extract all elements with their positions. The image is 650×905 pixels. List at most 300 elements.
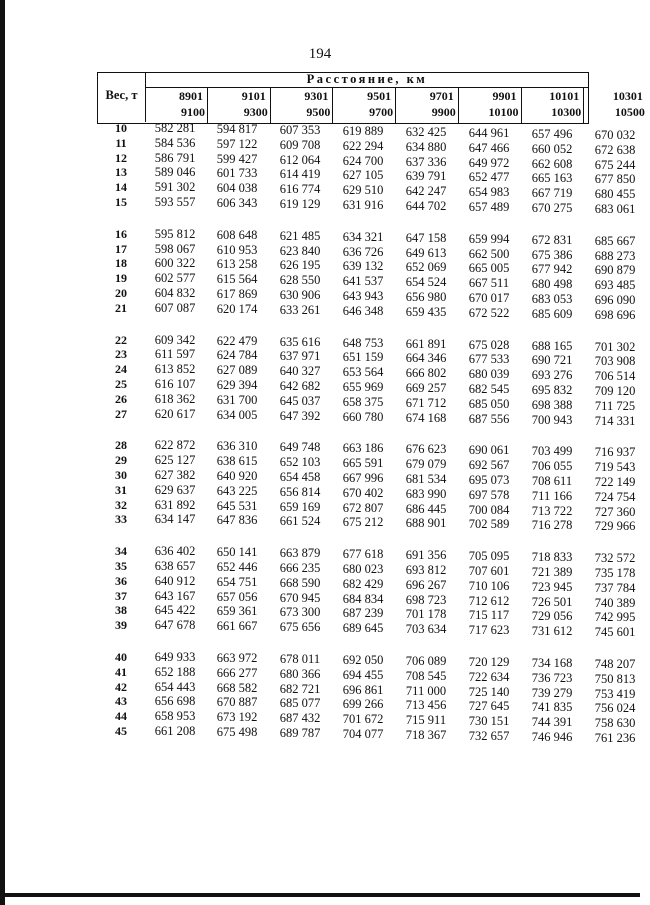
value-cell: 683 061 (594, 202, 636, 216)
value-cell: 739 279 (531, 685, 573, 700)
value-cell: 737 784 (594, 580, 636, 595)
weight-cell: 16 (115, 226, 127, 241)
value-cell: 663 972 (216, 651, 258, 665)
value-cell: 652 069 (405, 260, 447, 275)
value-cell: 688 901 (405, 516, 447, 531)
value-cell: 722 149 (594, 475, 636, 489)
value-cell: 662 500 (468, 246, 510, 261)
table-row (0, 693, 640, 716)
table-row (0, 723, 640, 745)
value-cell: 629 510 (342, 183, 384, 198)
value-cell: 586 791 (154, 150, 196, 165)
value-cell: 677 850 (594, 172, 636, 187)
value-cell: 661 667 (216, 619, 258, 634)
value-cell: 692 567 (468, 458, 510, 473)
value-cell: 701 672 (342, 712, 384, 727)
value-cell: 701 302 (594, 339, 636, 354)
value-cell: 703 634 (405, 622, 447, 637)
value-cell: 638 615 (216, 454, 258, 469)
weight-cell: 10 (115, 121, 127, 135)
value-cell: 717 623 (468, 623, 510, 638)
value-cell: 703 908 (594, 354, 636, 369)
value-cell: 715 117 (468, 608, 510, 623)
value-cell: 725 140 (468, 684, 510, 699)
value-cell: 599 427 (216, 151, 258, 166)
range-to: 9900 (431, 105, 456, 119)
value-cell: 695 073 (468, 473, 510, 487)
value-cell: 640 912 (154, 573, 196, 588)
value-cell: 604 038 (216, 181, 258, 196)
value-cell: 706 514 (594, 369, 636, 384)
weight-cell: 12 (115, 150, 127, 165)
value-cell: 624 784 (216, 348, 258, 363)
value-cell: 698 388 (531, 397, 573, 412)
weight-cell: 29 (115, 453, 127, 468)
value-cell: 614 419 (279, 167, 321, 182)
weight-cell: 33 (115, 512, 127, 527)
value-cell: 607 087 (154, 300, 196, 315)
value-cell: 748 207 (594, 657, 636, 671)
value-cell: 654 443 (154, 679, 196, 694)
value-cell: 688 165 (531, 338, 573, 353)
value-cell: 685 050 (468, 396, 510, 411)
value-cell: 661 524 (279, 514, 321, 529)
value-cell: 696 090 (594, 293, 636, 307)
table-row (0, 497, 640, 519)
value-cell: 665 591 (342, 456, 384, 471)
value-cell: 758 630 (594, 716, 636, 731)
weight-cell: 35 (115, 559, 127, 573)
value-cell: 681 534 (405, 472, 447, 486)
value-cell: 687 432 (279, 711, 321, 726)
value-cell: 620 174 (216, 301, 258, 316)
range-header (522, 87, 584, 123)
table-row (0, 602, 640, 625)
weight-cell: 38 (115, 603, 127, 618)
value-cell: 672 522 (468, 305, 510, 320)
value-cell: 663 879 (279, 546, 321, 561)
value-cell: 634 147 (154, 512, 196, 527)
value-cell: 690 879 (594, 263, 636, 278)
value-cell: 720 129 (468, 655, 510, 669)
value-cell: 593 557 (154, 195, 196, 209)
weight-cell: 31 (115, 482, 127, 497)
value-cell: 678 011 (279, 652, 321, 666)
weight-cell: 13 (115, 165, 127, 180)
table-row (0, 135, 640, 157)
value-cell: 686 445 (405, 501, 447, 516)
weight-cell: 45 (115, 724, 127, 738)
value-cell: 637 971 (279, 349, 321, 364)
weight-cell: 37 (115, 588, 127, 603)
value-cell: 601 733 (216, 166, 258, 181)
value-cell: 675 244 (594, 157, 636, 172)
value-cell: 701 178 (405, 607, 447, 622)
table-row (0, 226, 640, 248)
value-cell: 677 942 (531, 262, 573, 277)
weight-cell: 21 (115, 300, 127, 315)
value-cell: 693 485 (594, 278, 636, 293)
value-cell: 600 322 (154, 256, 196, 271)
value-cell: 672 638 (594, 142, 636, 157)
table-row (0, 346, 640, 369)
value-cell: 724 754 (594, 489, 636, 504)
value-cell: 652 446 (216, 560, 258, 574)
value-cell: 644 702 (405, 199, 447, 213)
value-cell: 702 589 (468, 517, 510, 532)
value-cell: 692 050 (342, 653, 384, 667)
value-cell: 680 039 (468, 367, 510, 382)
value-cell: 591 302 (154, 180, 196, 195)
value-cell: 616 107 (154, 377, 196, 391)
table-row (0, 332, 640, 354)
range-from: 10101 (549, 89, 580, 103)
value-cell: 610 953 (216, 242, 258, 257)
weight-column-header: Вес, т (98, 73, 146, 122)
weight-cell: 34 (115, 544, 127, 559)
value-cell: 647 836 (216, 513, 258, 528)
value-cell: 625 127 (154, 453, 196, 468)
value-cell: 643 225 (216, 483, 258, 498)
range-from: 9301 (304, 89, 329, 103)
value-cell: 665 005 (468, 261, 510, 276)
range-header (271, 87, 333, 123)
value-cell: 666 277 (216, 665, 258, 680)
value-cell: 662 608 (531, 156, 573, 171)
weight-cell: 40 (115, 650, 127, 664)
table-row (0, 241, 640, 263)
table-row (0, 194, 640, 216)
value-cell: 744 391 (531, 715, 573, 730)
table-row (0, 617, 640, 640)
range-from: 8901 (179, 89, 203, 103)
value-cell: 631 916 (342, 198, 384, 212)
value-cell: 642 682 (279, 379, 321, 393)
value-cell: 741 835 (531, 700, 573, 715)
value-cell: 729 056 (531, 609, 573, 624)
range-from: 9101 (241, 89, 266, 103)
value-cell: 670 032 (594, 128, 636, 142)
value-cell: 745 601 (594, 625, 636, 640)
value-cell: 640 327 (279, 364, 321, 379)
value-cell: 645 422 (154, 603, 196, 618)
value-cell: 708 611 (531, 474, 573, 488)
value-cell: 670 275 (531, 201, 573, 215)
value-cell: 675 498 (216, 725, 258, 739)
value-cell: 629 394 (216, 378, 258, 392)
value-cell: 618 362 (154, 391, 196, 406)
value-cell: 652 188 (154, 664, 196, 679)
value-cell: 663 186 (342, 441, 384, 456)
value-cell: 693 812 (405, 563, 447, 577)
value-cell: 711 725 (594, 398, 636, 413)
value-cell: 712 612 (468, 593, 510, 608)
value-cell: 598 067 (154, 241, 196, 256)
value-cell: 634 880 (405, 139, 447, 154)
value-cell: 619 129 (279, 197, 321, 211)
table-row (0, 406, 640, 428)
value-cell: 722 634 (468, 669, 510, 684)
value-cell: 594 817 (216, 122, 258, 136)
value-cell: 675 386 (531, 247, 573, 262)
value-cell: 607 353 (279, 123, 321, 137)
weight-cell: 42 (115, 679, 127, 694)
value-cell: 642 247 (405, 184, 447, 199)
value-cell: 673 300 (279, 605, 321, 620)
value-cell: 659 994 (468, 231, 510, 246)
range-header (397, 87, 459, 123)
value-cell: 742 995 (594, 610, 636, 625)
value-cell: 716 278 (531, 518, 573, 533)
value-cell: 627 105 (342, 168, 384, 183)
value-cell: 732 572 (594, 551, 636, 566)
value-cell: 613 852 (154, 362, 196, 377)
value-cell: 667 996 (342, 471, 384, 485)
value-cell: 687 556 (468, 411, 510, 426)
value-cell: 654 458 (279, 470, 321, 484)
value-cell: 647 466 (468, 140, 510, 155)
value-cell: 649 933 (154, 650, 196, 664)
range-header (460, 87, 522, 123)
value-cell: 643 167 (154, 588, 196, 603)
value-cell: 688 273 (594, 248, 636, 263)
value-cell: 626 195 (279, 258, 321, 273)
range-from: 9501 (367, 89, 392, 103)
value-cell: 685 667 (594, 233, 636, 248)
value-cell: 677 533 (468, 352, 510, 367)
value-cell: 668 582 (216, 680, 258, 695)
value-cell: 726 501 (531, 594, 573, 609)
value-cell: 679 079 (405, 457, 447, 472)
page-number: 194 (308, 46, 332, 62)
value-cell: 670 402 (342, 485, 384, 500)
value-cell: 658 375 (342, 394, 384, 409)
weight-cell: 11 (115, 135, 127, 150)
value-cell: 622 872 (154, 438, 196, 453)
value-cell: 654 983 (468, 185, 510, 200)
value-cell: 676 623 (405, 442, 447, 457)
value-cell: 666 802 (405, 366, 447, 381)
value-cell: 644 961 (468, 126, 510, 140)
range-to: 9300 (243, 105, 268, 119)
value-cell: 628 550 (279, 273, 321, 288)
value-cell: 672 831 (531, 232, 573, 247)
value-cell: 664 346 (405, 351, 447, 366)
value-cell: 694 455 (342, 667, 384, 682)
value-cell: 627 382 (154, 468, 196, 482)
range-to: 10100 (488, 105, 519, 119)
range-header (209, 87, 271, 123)
value-cell: 584 536 (154, 135, 196, 150)
range-to: 10300 (551, 105, 582, 119)
range-from: 9701 (429, 89, 454, 103)
value-cell: 622 294 (342, 138, 384, 153)
value-cell: 673 192 (216, 710, 258, 725)
value-cell: 633 261 (279, 302, 321, 317)
value-cell: 675 028 (468, 337, 510, 352)
value-cell: 602 577 (154, 271, 196, 286)
value-cell: 667 719 (531, 186, 573, 201)
weight-cell: 14 (115, 180, 127, 195)
value-cell: 685 077 (279, 696, 321, 711)
value-cell: 709 120 (594, 384, 636, 398)
value-cell: 658 953 (154, 709, 196, 724)
value-cell: 609 342 (154, 332, 196, 347)
value-cell: 661 208 (154, 724, 196, 738)
value-cell: 632 425 (405, 125, 447, 139)
table-row (0, 679, 640, 701)
value-cell: 711 166 (531, 488, 573, 503)
range-header (585, 87, 647, 123)
value-cell: 713 456 (405, 698, 447, 713)
weight-cell: 18 (115, 256, 127, 271)
value-cell: 622 479 (216, 333, 258, 348)
value-cell: 706 089 (405, 654, 447, 668)
weight-cell: 22 (115, 332, 127, 347)
range-to: 9500 (306, 105, 331, 119)
value-cell: 641 537 (342, 274, 384, 289)
table-header (97, 72, 645, 124)
value-cell: 697 578 (468, 487, 510, 502)
value-cell: 731 612 (531, 624, 573, 639)
value-cell: 670 887 (216, 695, 258, 710)
value-cell: 613 258 (216, 257, 258, 272)
value-cell: 657 496 (531, 127, 573, 141)
value-cell: 690 721 (531, 353, 573, 368)
weight-cell: 41 (115, 664, 127, 679)
value-cell: 689 645 (342, 621, 384, 636)
value-cell: 606 343 (216, 196, 258, 210)
value-cell: 740 389 (594, 595, 636, 610)
value-cell: 727 360 (594, 504, 636, 519)
weight-cell: 27 (115, 406, 127, 421)
range-header (146, 87, 208, 123)
weight-cell: 19 (115, 271, 127, 286)
weight-cell: 15 (115, 195, 127, 209)
value-cell: 616 774 (279, 182, 321, 197)
value-cell: 753 419 (594, 686, 636, 701)
value-cell: 735 178 (594, 566, 636, 580)
value-cell: 656 980 (405, 290, 447, 304)
value-cell: 670 945 (279, 590, 321, 605)
weight-cell: 20 (115, 286, 127, 300)
value-cell: 669 257 (405, 381, 447, 395)
value-cell: 695 832 (531, 383, 573, 397)
value-cell: 661 891 (405, 336, 447, 351)
value-cell: 682 545 (468, 382, 510, 396)
value-cell: 647 392 (279, 408, 321, 423)
table-row (0, 573, 640, 595)
value-cell: 682 721 (279, 681, 321, 696)
value-cell: 635 616 (279, 334, 321, 349)
value-cell: 683 053 (531, 292, 573, 306)
value-cell: 716 937 (594, 445, 636, 460)
value-cell: 677 618 (342, 547, 384, 562)
value-cell: 636 310 (216, 439, 258, 454)
value-cell: 732 657 (468, 729, 510, 743)
value-cell: 696 267 (405, 577, 447, 592)
value-cell: 660 052 (531, 141, 573, 156)
value-cell: 714 331 (594, 413, 636, 428)
table-row (0, 482, 640, 504)
value-cell: 659 169 (279, 499, 321, 514)
value-cell: 654 524 (405, 275, 447, 290)
value-cell: 680 498 (531, 277, 573, 292)
value-cell: 617 869 (216, 287, 258, 301)
value-cell: 734 168 (531, 656, 573, 670)
table-row (0, 376, 640, 398)
value-cell: 624 700 (342, 153, 384, 168)
value-cell: 654 751 (216, 574, 258, 589)
value-cell: 645 037 (279, 393, 321, 408)
value-cell: 761 236 (594, 731, 636, 745)
value-cell: 691 356 (405, 548, 447, 563)
value-cell: 631 892 (154, 497, 196, 512)
value-cell: 680 023 (342, 562, 384, 576)
value-cell: 647 678 (154, 618, 196, 633)
value-cell: 652 477 (468, 170, 510, 185)
value-cell: 637 336 (405, 154, 447, 169)
value-cell: 675 212 (342, 515, 384, 530)
value-cell: 699 266 (342, 697, 384, 712)
value-cell: 690 061 (468, 443, 510, 458)
weight-cell: 24 (115, 362, 127, 377)
value-cell: 683 990 (405, 486, 447, 501)
range-from: 9901 (492, 89, 517, 103)
value-cell: 750 813 (594, 671, 636, 686)
value-cell: 700 943 (531, 412, 573, 427)
value-cell: 611 597 (154, 347, 196, 362)
value-cell: 615 564 (216, 272, 258, 287)
weight-cell: 36 (115, 573, 127, 588)
range-to: 9700 (369, 105, 394, 119)
value-cell: 655 969 (342, 380, 384, 394)
value-cell: 684 834 (342, 591, 384, 606)
value-cell: 713 722 (531, 503, 573, 518)
value-cell: 651 159 (342, 350, 384, 365)
value-cell: 649 972 (468, 155, 510, 170)
value-cell: 634 321 (342, 229, 384, 244)
value-cell: 627 089 (216, 363, 258, 378)
value-cell: 659 435 (405, 304, 447, 319)
value-cell: 736 723 (531, 670, 573, 685)
value-cell: 721 389 (531, 565, 573, 579)
value-cell: 727 645 (468, 699, 510, 714)
value-cell: 675 656 (279, 620, 321, 635)
value-cell: 636 726 (342, 244, 384, 259)
value-cell: 643 943 (342, 289, 384, 303)
value-cell: 685 609 (531, 306, 573, 321)
table-row (0, 437, 640, 460)
value-cell: 756 024 (594, 701, 636, 716)
value-cell: 707 601 (468, 564, 510, 578)
weight-cell: 39 (115, 618, 127, 633)
value-cell: 609 708 (279, 137, 321, 152)
value-cell: 693 276 (531, 368, 573, 383)
value-cell: 639 791 (405, 169, 447, 184)
value-cell: 665 163 (531, 171, 573, 186)
value-cell: 718 367 (405, 728, 447, 742)
value-cell: 634 005 (216, 407, 258, 422)
value-cell: 730 151 (468, 714, 510, 729)
table-row (0, 588, 640, 610)
weight-cell: 43 (115, 694, 127, 709)
value-cell: 631 700 (216, 392, 258, 407)
value-cell: 657 056 (216, 589, 258, 604)
value-cell: 723 945 (531, 579, 573, 594)
scan-bottom-edge (0, 893, 640, 897)
value-cell: 649 748 (279, 440, 321, 455)
